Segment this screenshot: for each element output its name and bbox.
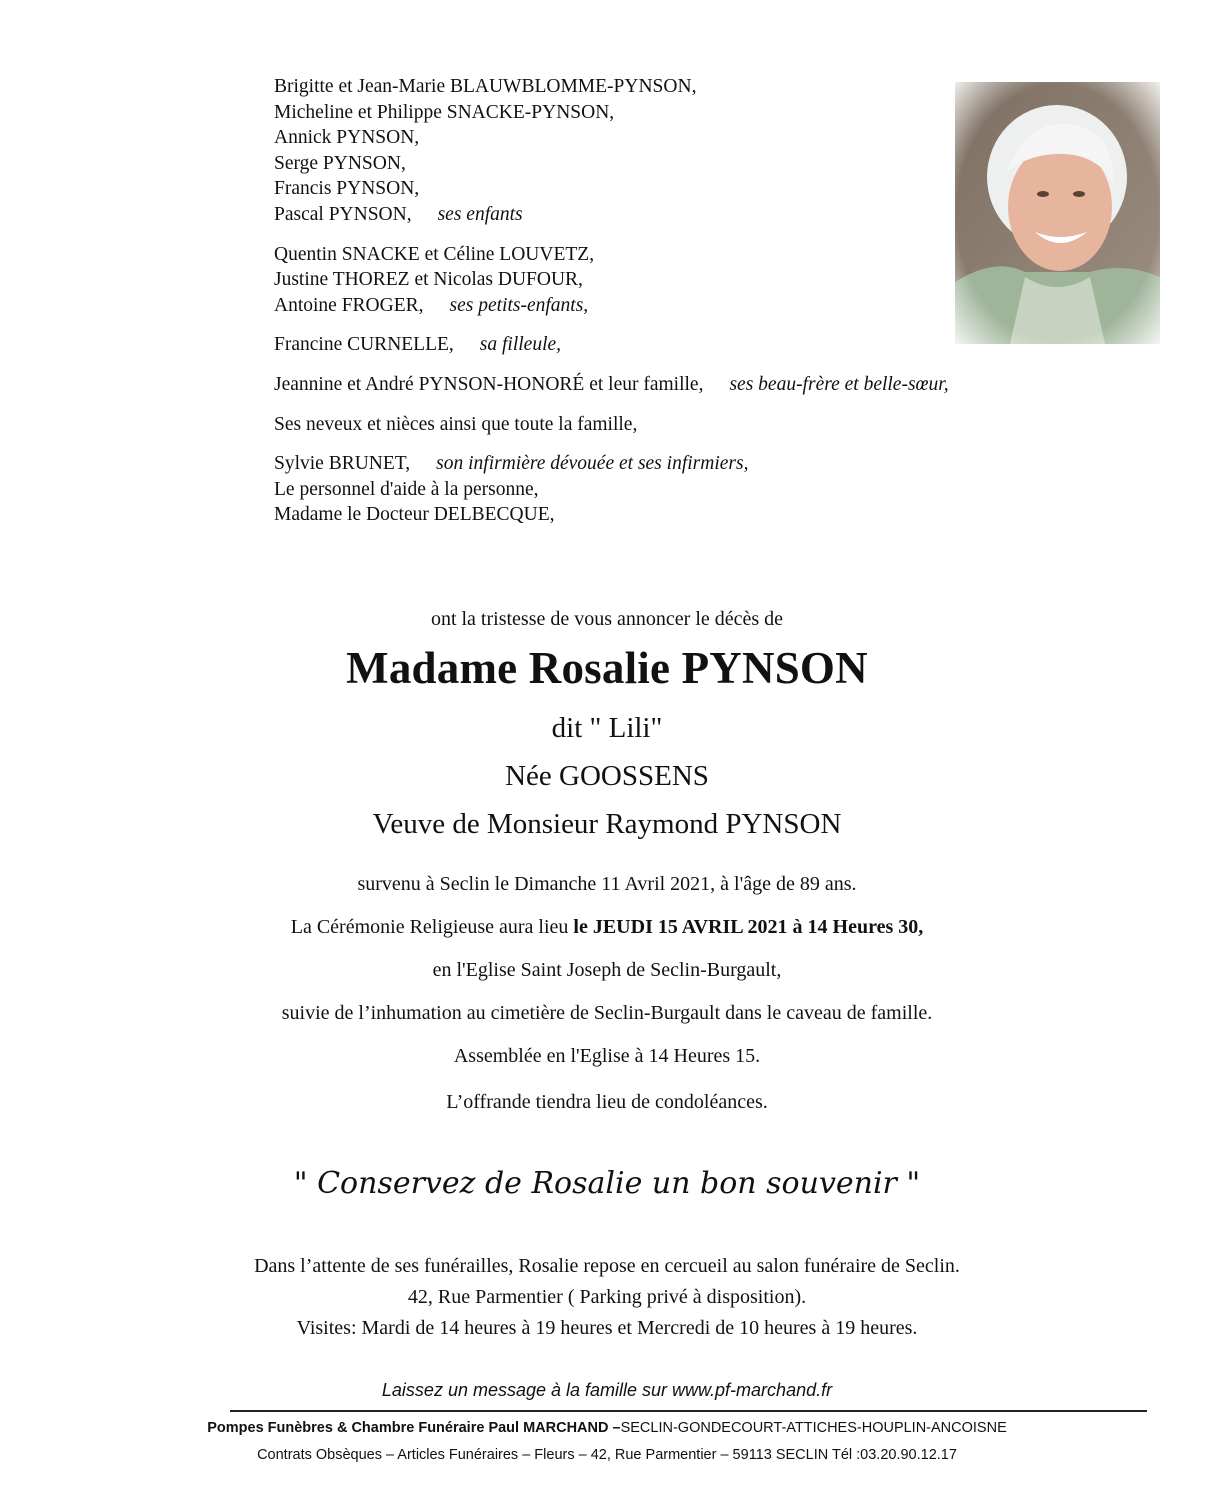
nickname: dit " Lili" xyxy=(551,712,663,744)
family-name: Le personnel d'aide à la personne, xyxy=(274,478,539,500)
ceremony-prefix: La Cérémonie Religieuse aura lieu xyxy=(290,916,574,938)
visiting-hours: Visites: Mardi de 14 heures à 19 heures et Mercredi de 10 heures à 19 heures. xyxy=(296,1317,918,1339)
portrait-photo xyxy=(955,82,1160,344)
family-name: Ses neveux et nièces ainsi que toute la famille, xyxy=(274,413,638,435)
company-name: Pompes Funèbres & Chambre Funéraire Paul MARCHAND – xyxy=(207,1420,621,1436)
family-name: Francis PYNSON, xyxy=(274,178,420,200)
intro-text: ont la tristesse de vous annoncer le décès de xyxy=(430,608,784,630)
footer-divider xyxy=(230,1410,1147,1412)
family-name: Brigitte et Jean-Marie BLAUWBLOMME-PYNSON, xyxy=(274,76,697,97)
family-name: Pascal PYNSON, xyxy=(274,203,412,225)
family-name: Justine THOREZ et Nicolas DUFOUR, xyxy=(274,269,583,291)
relation-label: son infirmière dévouée et ses infirmiers, xyxy=(436,453,749,475)
deceased-name: Madame Rosalie PYNSON xyxy=(346,643,868,693)
family-name: Micheline et Philippe SNACKE-PYNSON, xyxy=(274,101,615,123)
company-towns: SECLIN-GONDECOURT-ATTICHES-HOUPLIN-ANCOISNE xyxy=(620,1420,1007,1436)
maiden-name: Née GOOSSENS xyxy=(505,760,709,792)
church-name: en l'Eglise Saint Joseph de Seclin-Burgault, xyxy=(432,959,782,981)
family-name-with-role xyxy=(274,451,1154,477)
relation-label: sa filleule, xyxy=(479,334,562,356)
family-name: Serge PYNSON, xyxy=(274,152,406,174)
memorial-quote: " Conservez de Rosalie un bon souvenir " xyxy=(293,1166,921,1201)
widow-of: Veuve de Monsieur Raymond PYNSON xyxy=(372,808,842,840)
family-name: Quentin SNACKE et Céline LOUVETZ, xyxy=(274,243,595,265)
burial-details: suivie de l’inhumation au cimetière de Seclin-Burgault dans le caveau de famille. xyxy=(281,1002,933,1024)
wake-line: Dans l’attente de ses funérailles, Rosalie repose en cercueil au salon funéraire de Seclin. xyxy=(254,1255,960,1277)
ceremony-date: le JEUDI 15 AVRIL 2021 à 14 Heures 30, xyxy=(573,916,924,938)
relation-label: ses enfants xyxy=(437,203,523,225)
footer-services: Contrats Obsèques – Articles Funéraires – Fleurs – 42, Rue Parmentier – 59113 SECLIN Tél :03.20.90.12.17 xyxy=(257,1447,957,1463)
family-name: Madame le Docteur DELBECQUE, xyxy=(274,504,555,526)
inlaws-group xyxy=(274,372,1154,398)
care-group xyxy=(274,451,1154,528)
family-name: Annick PYNSON, xyxy=(274,127,420,149)
footer-company xyxy=(0,1420,1214,1436)
wake-address: 42, Rue Parmentier ( Parking privé à disposition). xyxy=(407,1286,807,1308)
relation-label: ses petits-enfants, xyxy=(449,294,589,316)
relation-label: ses beau-frère et belle-sœur, xyxy=(729,373,949,395)
message-link[interactable]: Laissez un message à la famille sur www.pf-marchand.fr xyxy=(381,1380,833,1400)
death-details: survenu à Seclin le Dimanche 11 Avril 2021, à l'âge de 89 ans. xyxy=(357,873,857,895)
family-name: Sylvie BRUNET, xyxy=(274,453,411,475)
assembly-time: Assemblée en l'Eglise à 14 Heures 15. xyxy=(453,1045,761,1067)
wake-info xyxy=(0,1251,1214,1344)
offering-note: L’offrande tiendra lieu de condoléances. xyxy=(446,1091,768,1113)
family-name: Jeannine et André PYNSON-HONORÉ et leur famille, xyxy=(274,373,704,395)
family-name-with-role xyxy=(274,372,1154,398)
family-name: Antoine FROGER, xyxy=(274,294,424,316)
family-name: Francine CURNELLE, xyxy=(274,334,454,356)
nephews-group xyxy=(274,412,1154,438)
ceremony-details xyxy=(0,916,1214,939)
